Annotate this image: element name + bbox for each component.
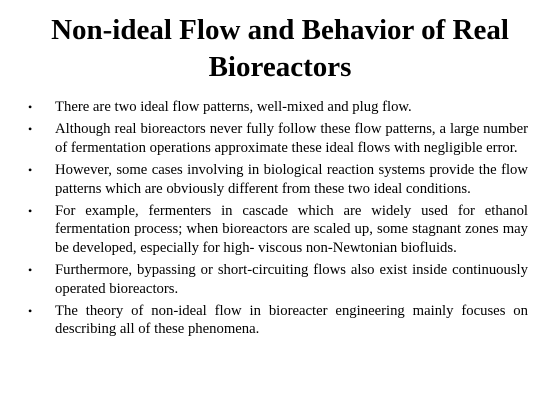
bullet-item bbox=[28, 161, 528, 198]
bullet-text: Furthermore, bypassing or short-circuiting flows also exist inside continuously operated bioreactors. bbox=[55, 262, 528, 297]
bullet-item bbox=[28, 302, 528, 339]
bullet-icon: • bbox=[28, 304, 33, 319]
bullet-icon: • bbox=[28, 100, 33, 114]
bullet-text: There are two ideal flow patterns, well-mixed and plug flow. bbox=[55, 99, 412, 115]
bullet-text: However, some cases involving in biological reaction systems provide the flow patterns which are obviously different from these two ideal conditions. bbox=[55, 162, 528, 197]
bullet-text: The theory of non-ideal flow in bioreacter engineering mainly focuses on describing all of these phenomena. bbox=[55, 303, 528, 338]
bullet-text: For example, fermenters in cascade which are widely used for ethanol fermentation process; when bioreactors are scaled up, some stagnant zones may be developed, especially for high- viscous non-Newtonian biofluids. bbox=[55, 203, 528, 256]
bullet-item bbox=[28, 202, 528, 257]
bullet-item bbox=[28, 98, 528, 116]
bullet-item bbox=[28, 261, 528, 298]
slide-title: Non-ideal Flow and Behavior of Real Bioreactors bbox=[51, 14, 509, 83]
bullet-text: Although real bioreactors never fully follow these flow patterns, a large number of fermentation operations approximate these ideal flows with negligible error. bbox=[55, 121, 528, 156]
bullet-list bbox=[28, 98, 528, 343]
bullet-icon: • bbox=[28, 204, 33, 219]
bullet-icon: • bbox=[28, 263, 33, 278]
bullet-icon: • bbox=[28, 163, 33, 178]
bullet-icon: • bbox=[28, 122, 33, 137]
bullet-item bbox=[28, 120, 528, 157]
